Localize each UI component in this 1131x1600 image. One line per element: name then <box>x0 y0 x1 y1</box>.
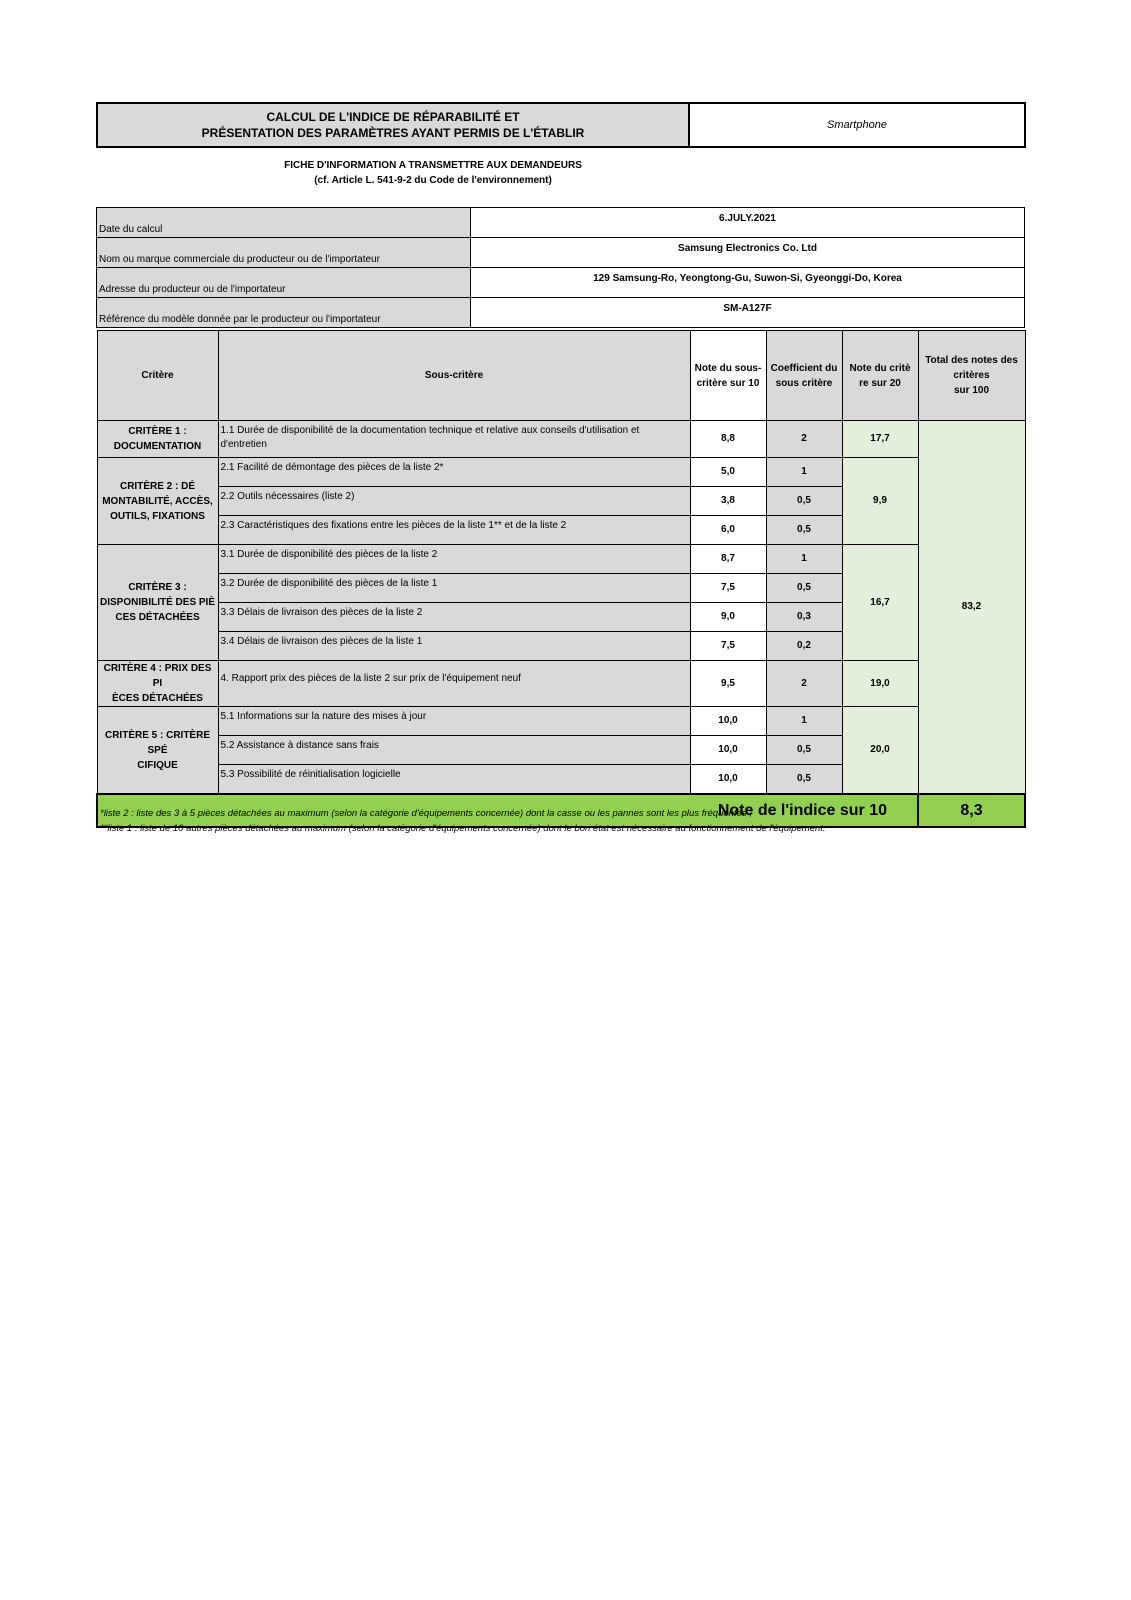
subcriterion-note: 3,8 <box>690 487 766 516</box>
subcriterion-coef: 0,2 <box>766 632 842 661</box>
info-row-address <box>97 268 1025 298</box>
subcriterion-note: 10,0 <box>690 736 766 765</box>
subcriterion-label: 3.4 Délais de livraison des pièces de la liste 1 <box>218 632 690 661</box>
subcriterion-coef: 2 <box>766 421 842 458</box>
criterion-3-name <box>97 545 218 661</box>
header-text: critères <box>953 370 990 381</box>
subcriterion-note: 10,0 <box>690 765 766 795</box>
footnote-liste-1: **liste 1 : liste de 10 autres pièces détachées au maximum (selon la catégorie d'équipements concernée) dont le bon état est nécessaire au fonctionnement de l'équipement. <box>100 823 826 834</box>
info-value: Samsung Electronics Co. Ltd <box>471 238 1025 268</box>
criterion-text: DOCUMENTATION <box>113 441 202 452</box>
subcriterion-coef: 0,5 <box>766 736 842 765</box>
subcriterion-note: 7,5 <box>690 574 766 603</box>
criterion-2-score: 9,9 <box>842 458 918 545</box>
header-text: critère sur 10 <box>696 377 760 389</box>
col-header-sous-critere: Sous-critère <box>218 331 690 421</box>
subcriterion-label: 3.1 Durée de disponibilité des pièces de la liste 2 <box>218 545 690 574</box>
criterion-text: CRITÈRE 3 : <box>128 582 187 593</box>
repairability-table <box>96 330 1026 828</box>
subtitle-line-1: FICHE D'INFORMATION A TRANSMETTRE AUX DEMANDEURS <box>284 160 582 171</box>
table-row <box>97 661 1025 707</box>
subcriterion-coef: 0,3 <box>766 603 842 632</box>
final-score-label: Note de l'indice sur 10 <box>97 794 918 827</box>
total-score: 83,2 <box>918 421 1025 795</box>
title-line-1: CALCUL DE L'INDICE DE RÉPARABILITÉ ET <box>266 110 520 124</box>
criterion-5-score: 20,0 <box>842 707 918 795</box>
document-title <box>97 103 689 147</box>
info-row-producer <box>97 238 1025 268</box>
criterion-text: DISPONIBILITÉ DES PIÈ <box>99 597 216 608</box>
subcriterion-label: 2.1 Facilité de démontage des pièces de la liste 2* <box>218 458 690 487</box>
info-label: Adresse du producteur ou de l'importateur <box>97 268 471 298</box>
info-value: 6.JULY.2021 <box>471 208 1025 238</box>
criterion-text: ÈCES DÉTACHÉES <box>112 693 203 704</box>
table-row <box>97 458 1025 487</box>
subcriterion-note: 6,0 <box>690 516 766 545</box>
subcriterion-note: 8,7 <box>690 545 766 574</box>
subcriterion-coef: 0,5 <box>766 516 842 545</box>
table-row <box>97 421 1025 458</box>
subtitle-line-2: (cf. Article L. 541-9-2 du Code de l'environnement) <box>314 175 552 186</box>
col-header-coefficient <box>766 331 842 421</box>
info-label: Date du calcul <box>97 208 471 238</box>
subcriterion-note: 9,0 <box>690 603 766 632</box>
table-header-row <box>97 331 1025 421</box>
subcriterion-label: 2.2 Outils nécessaires (liste 2) <box>218 487 690 516</box>
header-text: sur 100 <box>953 385 990 396</box>
header-text: Note du sous- <box>694 362 762 374</box>
subcriterion-coef: 0,5 <box>766 574 842 603</box>
subcriterion-label: 5.1 Informations sur la nature des mises à jour <box>218 707 690 736</box>
subcriterion-coef: 0,5 <box>766 765 842 795</box>
table-row <box>97 545 1025 574</box>
subcriterion-label: 5.3 Possibilité de réinitialisation logicielle <box>218 765 690 795</box>
criterion-text: CRITÈRE 5 : CRITÈRE SPÉ <box>104 729 210 756</box>
document-subtitle <box>96 158 770 188</box>
subcriterion-note: 8,8 <box>690 421 766 458</box>
subcriterion-note: 7,5 <box>690 632 766 661</box>
info-value: 129 Samsung-Ro, Yeongtong-Gu, Suwon-Si, Gyeonggi-Do, Korea <box>471 268 1025 298</box>
criterion-text: OUTILS, FIXATIONS <box>110 510 205 522</box>
header-text: sous critère <box>775 377 833 389</box>
criterion-3-score: 16,7 <box>842 545 918 661</box>
footnotes <box>100 806 826 836</box>
subcriterion-coef: 1 <box>766 545 842 574</box>
subcriterion-label: 4. Rapport prix des pièces de la liste 2 sur prix de l'équipement neuf <box>218 661 690 707</box>
title-table <box>96 102 1026 148</box>
criterion-text: CIFIQUE <box>137 759 178 771</box>
criterion-4-name <box>97 661 218 707</box>
product-category: Smartphone <box>689 103 1025 147</box>
col-header-total <box>918 331 1025 421</box>
criterion-text: CRITÈRE 1 : <box>128 426 187 437</box>
header-text: Coefficient du <box>770 362 838 374</box>
footnote-liste-2: *liste 2 : liste des 3 à 5 pièces détachées au maximum (selon la catégorie d'équipements concernée) dont la casse ou les pannes sont les plus fréquentes ; <box>100 808 752 819</box>
subcriterion-label: 2.3 Caractéristiques des fixations entre les pièces de la liste 1** et de la liste 2 <box>218 516 690 545</box>
header-text: Total des notes des <box>925 355 1018 366</box>
final-score-value: 8,3 <box>918 794 1025 827</box>
title-line-2: PRÉSENTATION DES PARAMÈTRES AYANT PERMIS DE L'ÉTABLIR <box>201 126 585 140</box>
info-row-date <box>97 208 1025 238</box>
subcriterion-note: 5,0 <box>690 458 766 487</box>
header-text: Note du critè <box>849 362 911 374</box>
criterion-2-name <box>97 458 218 545</box>
criterion-1-score: 17,7 <box>842 421 918 458</box>
table-row <box>97 707 1025 736</box>
info-table <box>96 207 1025 328</box>
subcriterion-label: 5.2 Assistance à distance sans frais <box>218 736 690 765</box>
subcriterion-coef: 0,5 <box>766 487 842 516</box>
subcriterion-coef: 1 <box>766 458 842 487</box>
subcriterion-label: 1.1 Durée de disponibilité de la documentation technique et relative aux conseils d'utilisation et d'entretien <box>218 421 690 458</box>
subcriterion-coef: 2 <box>766 661 842 707</box>
subcriterion-label: 3.2 Durée de disponibilité des pièces de la liste 1 <box>218 574 690 603</box>
criterion-text: CRITÈRE 2 : DÉ <box>119 480 195 492</box>
col-header-note-sous <box>690 331 766 421</box>
criterion-text: MONTABILITÉ, ACCÈS, <box>102 495 213 507</box>
subcriterion-note: 10,0 <box>690 707 766 736</box>
info-row-model <box>97 298 1025 328</box>
criterion-text: CES DÉTACHÉES <box>115 612 200 623</box>
criterion-1-name <box>97 421 218 458</box>
header-text: re sur 20 <box>859 377 901 389</box>
subcriterion-label: 3.3 Délais de livraison des pièces de la liste 2 <box>218 603 690 632</box>
criterion-text: CRITÈRE 4 : PRIX DES PI <box>103 663 212 689</box>
criterion-5-name <box>97 707 218 795</box>
criterion-4-score: 19,0 <box>842 661 918 707</box>
col-header-critere: Critère <box>97 331 218 421</box>
info-label: Nom ou marque commerciale du producteur ou de l'importateur <box>97 238 471 268</box>
col-header-note-critere <box>842 331 918 421</box>
subcriterion-note: 9,5 <box>690 661 766 707</box>
info-value: SM-A127F <box>471 298 1025 328</box>
info-label: Référence du modèle donnée par le producteur ou l'importateur <box>97 298 471 328</box>
subcriterion-coef: 1 <box>766 707 842 736</box>
